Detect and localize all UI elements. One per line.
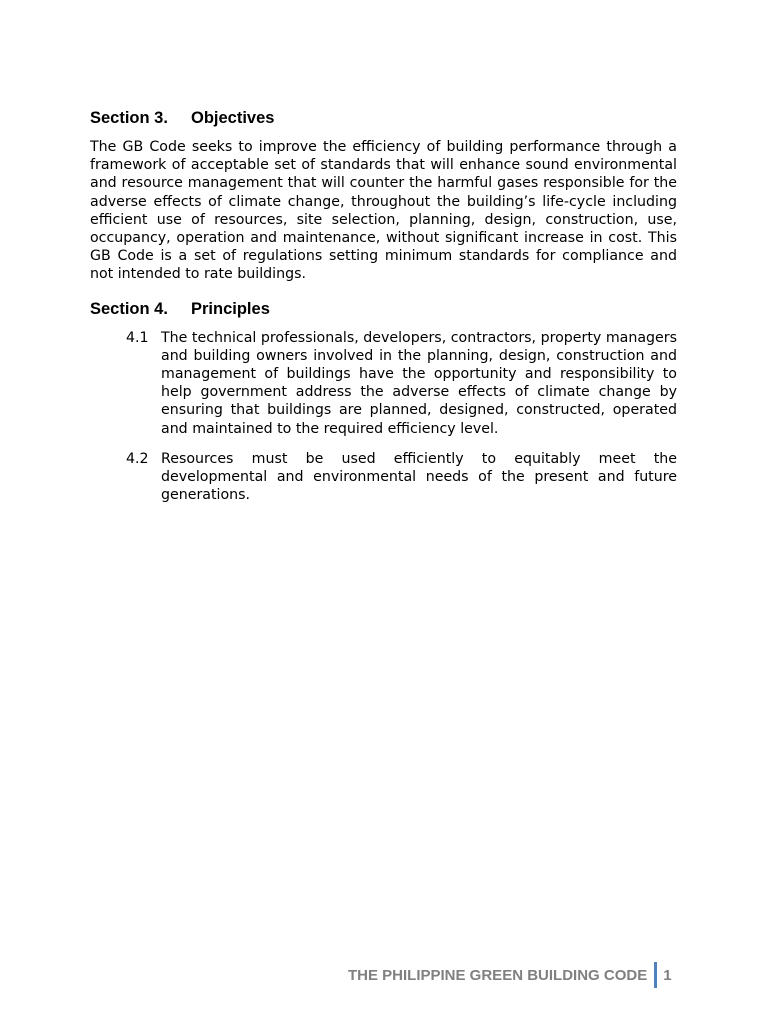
page-content (90, 108, 677, 516)
section-4-title: Principles (191, 299, 270, 318)
page-number: 1 (663, 966, 672, 984)
list-item (90, 329, 677, 438)
list-item-text: Resources must be used efficiently to equitably meet the developmental and environmental needs of the present and future generations. (161, 450, 677, 504)
footer-title: THE PHILIPPINE GREEN BUILDING CODE (348, 966, 648, 984)
footer-divider (654, 962, 657, 988)
section-3-title: Objectives (191, 109, 275, 127)
list-item (90, 450, 677, 505)
list-item-text: The technical professionals, developers, contractors, property managers and building owners involved in the planning, design, construction and management of buildings have the opportunity and responsibility to help government address the adverse effects of climate change by ensuring that buildings are planned, designed, constructed, operated and maintained to the required efficiency level. (161, 329, 677, 437)
list-item-marker: 4.2 (126, 450, 149, 467)
page-footer (348, 962, 672, 988)
section-4-heading (90, 299, 677, 319)
section-4-number: Section 4. (90, 299, 168, 318)
section-3-heading (90, 108, 677, 128)
list-item-marker: 4.1 (126, 329, 149, 346)
section-3-body: The GB Code seeks to improve the efficiency of building performance through a framework of acceptable set of standards that will enhance sound environmental and resource management that will counter the harmful gases responsible for the adverse effects of climate change, throughout the building’s life-cycle including efficient use of resources, site selection, planning, design, construction, use, occupancy, operation and maintenance, without significant increase in cost. This GB Code is a set of regulations setting minimum standards for compliance and not intended to rate buildings. (90, 139, 677, 283)
section-3-number: Section 3. (90, 109, 168, 127)
principles-list (90, 329, 677, 505)
